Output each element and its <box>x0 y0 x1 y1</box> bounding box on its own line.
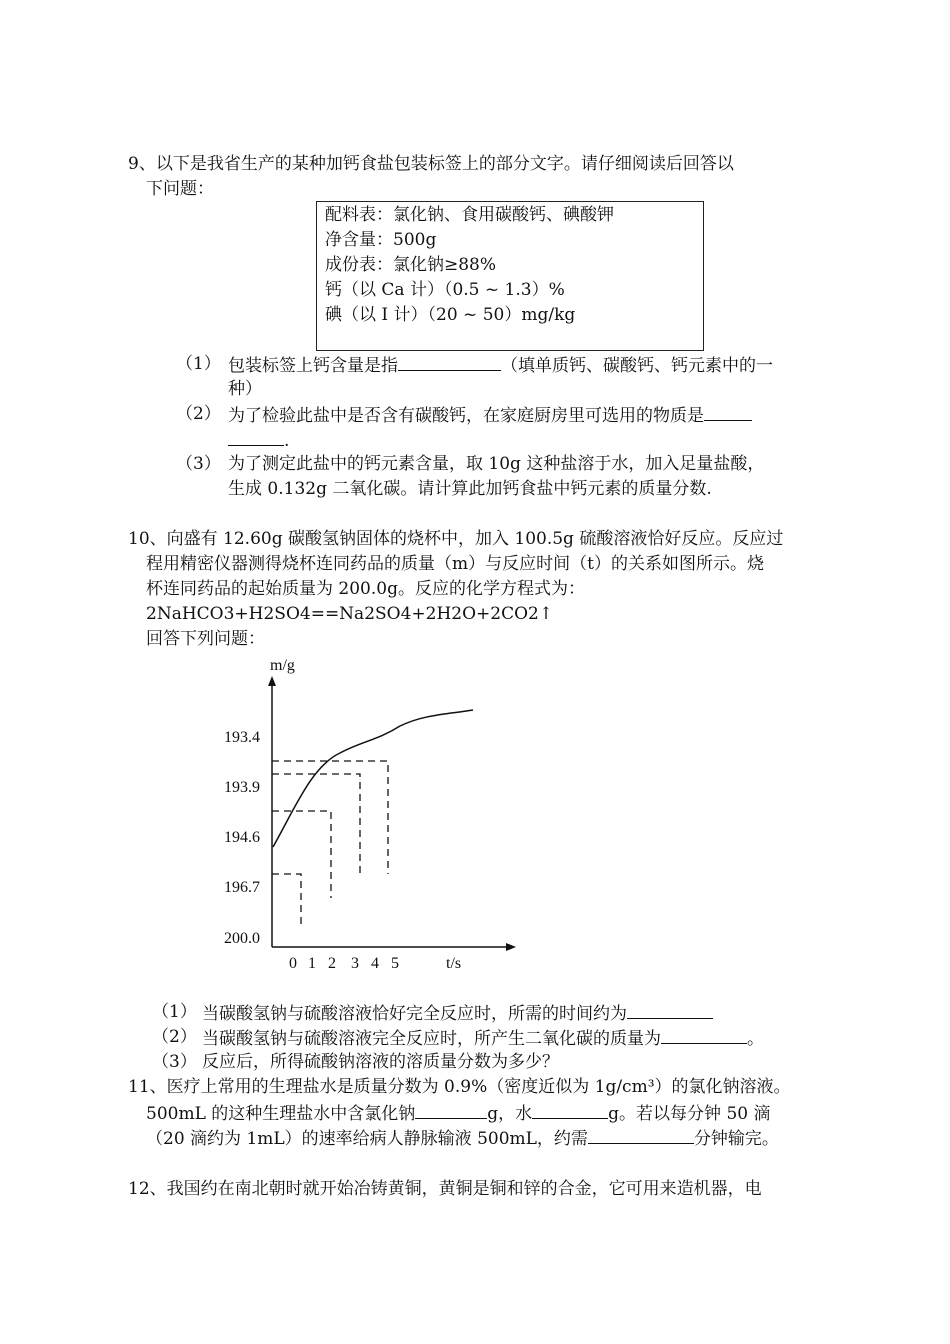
q9-sub3-line-2: 生成 0.132g 二氧化碳。请计算此加钙食盐中钙元素的质量分数. <box>228 479 712 499</box>
q9-sub2-number: （2） <box>176 404 221 424</box>
q9-line-2: 下问题： <box>146 179 214 199</box>
q10-sub2-line <box>202 1025 764 1051</box>
q9-sub2-text-a: 为了检验此盐中是否含有碳酸钙，在家庭厨房里可选用的物质是 <box>228 406 704 426</box>
q9-sub2-line-2 <box>228 427 289 453</box>
q10-sub2-number: （2） <box>152 1027 197 1047</box>
x-tick-label: 3 <box>351 955 359 972</box>
q11-line-3 <box>146 1125 779 1151</box>
label-composition: 成份表：氯化钠≥88% <box>325 255 497 275</box>
q10-line-3: 杯连同药品的起始质量为 200.0g。反应的化学方程式为： <box>146 579 585 599</box>
label-calcium: 钙（以 Ca 计）（0.5 ~ 1.3）% <box>325 280 565 300</box>
q11-nacl-blank[interactable] <box>415 1100 487 1119</box>
q10-sub1-answer-blank[interactable] <box>627 1000 713 1019</box>
x-axis-label: t/s <box>446 955 462 972</box>
mass-time-chart <box>200 648 530 988</box>
y-tick-label: 196.7 <box>224 879 260 896</box>
q11-text-b: g，水 <box>487 1104 533 1124</box>
q10-sub2-text: 当碳酸氢钠与硫酸溶液完全反应时，所产生二氧化碳的质量为 <box>202 1029 661 1049</box>
x-tick-label: 0 <box>289 955 297 972</box>
x-tick-label: 2 <box>328 955 336 972</box>
x-axis-arrow <box>506 943 516 951</box>
chart-ticks <box>224 729 399 972</box>
q12-line-1: 12、我国约在南北朝时就开始冶铸黄铜，黄铜是铜和锌的合金，它可用来造机器，电 <box>128 1179 762 1199</box>
q10-sub1-line <box>202 1000 713 1026</box>
q10-line-5: 回答下列问题： <box>146 629 265 649</box>
q10-sub1-number: （1） <box>152 1002 197 1022</box>
y-axis-arrow <box>268 676 276 686</box>
q9-sub1-line-2: 种） <box>228 379 262 399</box>
q9-line-1: 9、以下是我省生产的某种加钙食盐包装标签上的部分文字。请仔细阅读后回答以 <box>128 154 734 174</box>
q9-sub3-line-1: 为了测定此盐中的钙元素含量，取 10g 这种盐溶于水，加入足量盐酸， <box>228 454 765 474</box>
q9-sub2-answer-blank-2[interactable] <box>228 427 284 446</box>
q11-line-1: 11、医疗上常用的生理盐水是质量分数为 0.9%（密度近似为 1g/cm³）的氯化钠溶液。 <box>128 1077 791 1097</box>
q9-sub2-end: . <box>284 431 290 451</box>
q11-text-e: 分钟输完。 <box>693 1129 779 1149</box>
q9-sub2-answer-blank-1[interactable] <box>704 402 752 421</box>
q9-sub1-text-a: 包装标签上钙含量是指 <box>228 356 398 376</box>
chart-guides <box>272 761 388 924</box>
y-tick-label: 193.4 <box>224 729 260 746</box>
q10-sub2-answer-blank[interactable] <box>661 1025 747 1044</box>
guide-line <box>272 874 301 924</box>
chart-axes <box>268 657 516 972</box>
mass-curve <box>273 710 473 847</box>
q9-sub1-line-1 <box>228 352 773 378</box>
y-axis-label: m/g <box>270 657 295 674</box>
q10-sub3-line: 反应后，所得硫酸钠溶液的溶质量分数为多少？ <box>202 1052 559 1072</box>
q9-sub1-answer-blank[interactable] <box>398 352 501 371</box>
q10-sub3-number: （3） <box>152 1052 197 1072</box>
q9-sub3-number: （3） <box>176 454 221 474</box>
y-tick-label: 193.9 <box>224 779 260 796</box>
q11-text-c: g。若以每分钟 50 滴 <box>608 1104 771 1124</box>
y-tick-label: 200.0 <box>224 930 260 947</box>
salt-label-box <box>316 201 704 351</box>
q10-equation: 2NaHCO3+H2SO4==Na2SO4+2H2O+2CO2↑ <box>146 604 554 624</box>
q10-line-2: 程用精密仪器测得烧杯连同药品的质量（m）与反应时间（t）的关系如图所示。烧 <box>146 554 764 574</box>
q11-text-d: （20 滴约为 1mL）的速率给病人静脉输液 500mL，约需 <box>146 1129 588 1149</box>
q11-line-2 <box>146 1100 770 1126</box>
q10-line-1: 10、向盛有 12.60g 碳酸氢钠固体的烧杯中，加入 100.5g 硫酸溶液恰好反应。反应过 <box>128 529 784 549</box>
x-tick-label: 5 <box>391 955 399 972</box>
y-tick-label: 194.6 <box>224 829 260 846</box>
x-tick-label: 1 <box>308 955 316 972</box>
q10-sub2-end: 。 <box>747 1029 764 1049</box>
q9-sub2-line-1 <box>228 402 752 428</box>
label-iodine: 碘（以 I 计）（20 ~ 50）mg/kg <box>325 305 576 325</box>
q9-sub1-text-b: （填单质钙、碳酸钙、钙元素中的一 <box>501 356 773 376</box>
q11-water-blank[interactable] <box>532 1100 608 1119</box>
q10-sub1-text: 当碳酸氢钠与硫酸溶液恰好完全反应时，所需的时间约为 <box>202 1004 627 1024</box>
x-tick-label: 4 <box>371 955 379 972</box>
label-net-content: 净含量：500g <box>325 230 437 250</box>
q11-text-a: 500mL 的这种生理盐水中含氯化钠 <box>146 1104 416 1124</box>
chart-curve-group <box>273 710 473 847</box>
q9-sub1-number: （1） <box>176 354 221 374</box>
label-ingredients: 配料表：氯化钠、食用碳酸钙、碘酸钾 <box>325 205 614 225</box>
q11-minutes-blank[interactable] <box>588 1125 694 1144</box>
